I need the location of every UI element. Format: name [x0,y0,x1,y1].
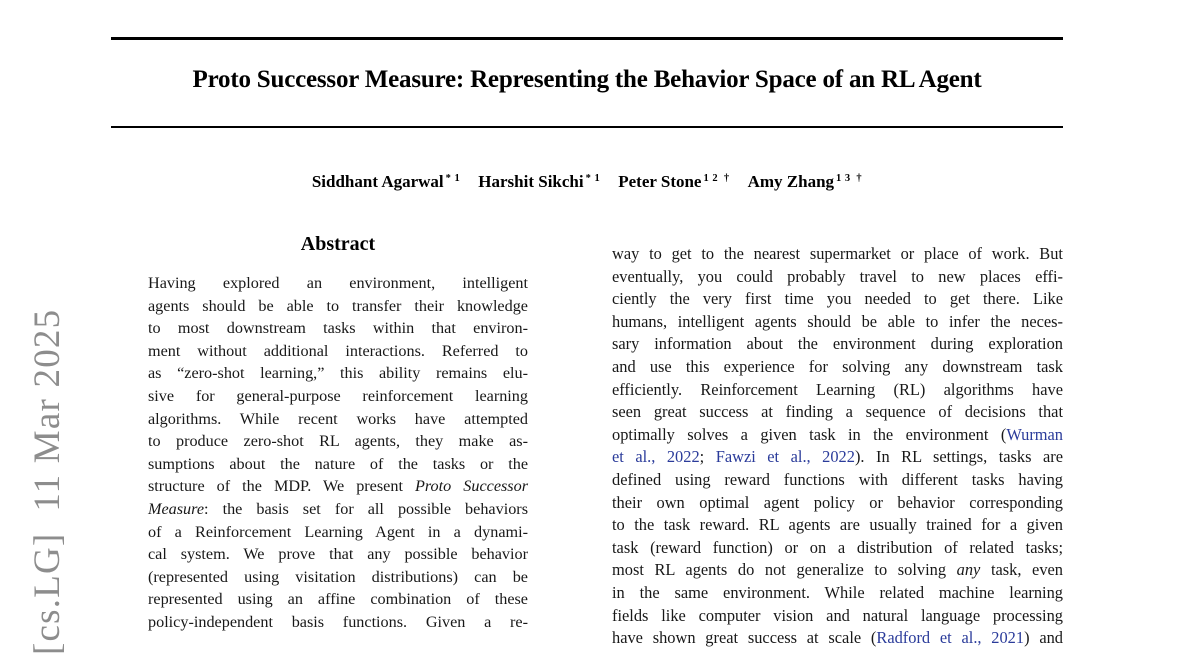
text-segment: of a Reinforcement Learning Agent in a dynami- [148,522,528,541]
text-line [612,243,1063,266]
text-segment: Proto Successor [414,477,528,496]
text-segment: way to get to the nearest supermarket or place of work. But [612,244,1063,263]
title-rule-top [111,37,1063,40]
text-segment: sive for general-purpose reinforcement learning [148,386,528,405]
text-segment: to the task reward. RL agents are usually trained for a given [612,515,1063,535]
text-line [612,333,1063,356]
author-superscript: * 1 [585,172,601,184]
text-segment: cal system. We prove that any possible behavior [148,545,528,564]
text-line [148,362,528,385]
text-segment: humans, intelligent agents should be able to infer the neces- [612,311,1063,331]
citation-link[interactable]: Fawzi et al., 2022 [715,447,855,467]
text-line [148,521,528,544]
text-segment: seen great success at finding a sequence of decisions that [612,402,1063,422]
text-segment: Having explored an environment, intelligent [148,274,528,292]
citation-link[interactable]: Wurman [1006,424,1063,444]
author-name: Siddhant Agarwal [311,172,444,191]
text-line [612,582,1063,605]
text-segment: policy-independent basis functions. Given a re- [148,612,528,631]
text-line [148,295,528,318]
text-segment: ) and [1024,628,1063,648]
text-line [612,492,1063,515]
text-line [612,537,1063,560]
text-segment: task, even [980,560,1063,580]
text-segment: algorithms. While recent works have attempted [148,409,528,428]
abstract-text [148,272,528,634]
text-segment: their own optimal agent policy or behavior corresponding [612,492,1063,512]
text-line [148,408,528,431]
citation-link[interactable]: Radford et al., 2021 [876,628,1025,648]
text-segment: task (reward function) or on a distribution of related tasks; [612,537,1063,557]
text-line [148,317,528,340]
author-superscript: 1 3 † [836,172,863,184]
text-segment: to most downstream tasks within that environ- [148,319,528,338]
text-segment: Measure [148,499,205,518]
paper-title: Proto Successor Measure: Representing the Behavior Space of an RL Agent [192,66,982,93]
author [748,172,863,191]
text-line [612,605,1063,628]
text-segment: agents should be able to transfer their knowledge [148,296,528,315]
text-segment: ment without additional interactions. Referred to [148,341,528,360]
text-line [612,401,1063,424]
text-line [148,566,528,589]
abstract-heading: Abstract [300,233,376,255]
introduction-column [612,243,1063,650]
text-line [148,272,528,295]
text-line [612,446,1063,469]
text-segment: (represented using visitation distributions) can be [148,567,528,586]
text-segment: defined using reward functions with different tasks having [612,469,1063,489]
text-segment: ). In RL settings, tasks are [854,447,1063,467]
arxiv-watermark: [cs.LG] 11 Mar 2025 [27,308,68,655]
author [618,172,729,191]
text-line [612,559,1063,582]
text-segment: : the basis set for all possible behaviors [204,499,528,518]
text-line [148,340,528,363]
text-segment: have shown great success at scale ( [612,628,877,648]
text-segment: sary information about the environment during exploration [612,334,1063,354]
text-line [612,469,1063,492]
text-line [148,588,528,611]
text-line [612,627,1063,650]
text-segment: as “zero-shot learning,” this ability remains elu- [148,364,528,383]
text-segment: ciently the very first time you needed to get there. Like [612,289,1063,309]
author-superscript: * 1 [445,172,461,184]
author [478,172,600,191]
title-rule-bottom [111,126,1063,129]
text-line [148,543,528,566]
text-segment: in the same environment. While related machine learning [612,582,1063,602]
text-line [612,356,1063,379]
text-segment: represented using an affine combination of these [148,590,528,609]
text-line [148,385,528,408]
text-segment: ; [699,447,716,467]
author-name: Harshit Sikchi [478,172,584,191]
text-line [612,266,1063,289]
text-segment: most RL agents do not generalize to solving [612,560,957,580]
text-segment: optimally solves a given task in the environment ( [612,424,1007,444]
text-segment: fields like computer vision and natural language processing [612,605,1063,625]
text-line [148,430,528,453]
text-line [148,498,528,521]
author-line [111,172,1063,192]
text-segment: structure of the MDP. We present [148,477,415,496]
text-line [148,611,528,634]
text-line [612,311,1063,334]
author [312,172,460,191]
text-line [148,453,528,476]
text-segment: any [956,560,981,580]
citation-link[interactable]: et al., 2022 [612,447,700,467]
text-line [612,288,1063,311]
text-line [612,514,1063,537]
text-segment: efficiently. Reinforcement Learning (RL) algorithms have [612,379,1063,399]
text-segment: sumptions about the nature of the tasks or the [148,454,528,473]
text-line [148,475,528,498]
text-segment: eventually, you could probably travel to new places effi- [612,266,1063,286]
text-line [612,379,1063,402]
author-name: Amy Zhang [747,172,835,191]
text-line [612,424,1063,447]
text-segment: to produce zero-shot RL agents, they make as- [148,432,528,451]
author-superscript: 1 2 † [703,172,730,184]
text-segment: and use this experience for solving any downstream task [612,356,1063,376]
author-name: Peter Stone [618,172,702,191]
